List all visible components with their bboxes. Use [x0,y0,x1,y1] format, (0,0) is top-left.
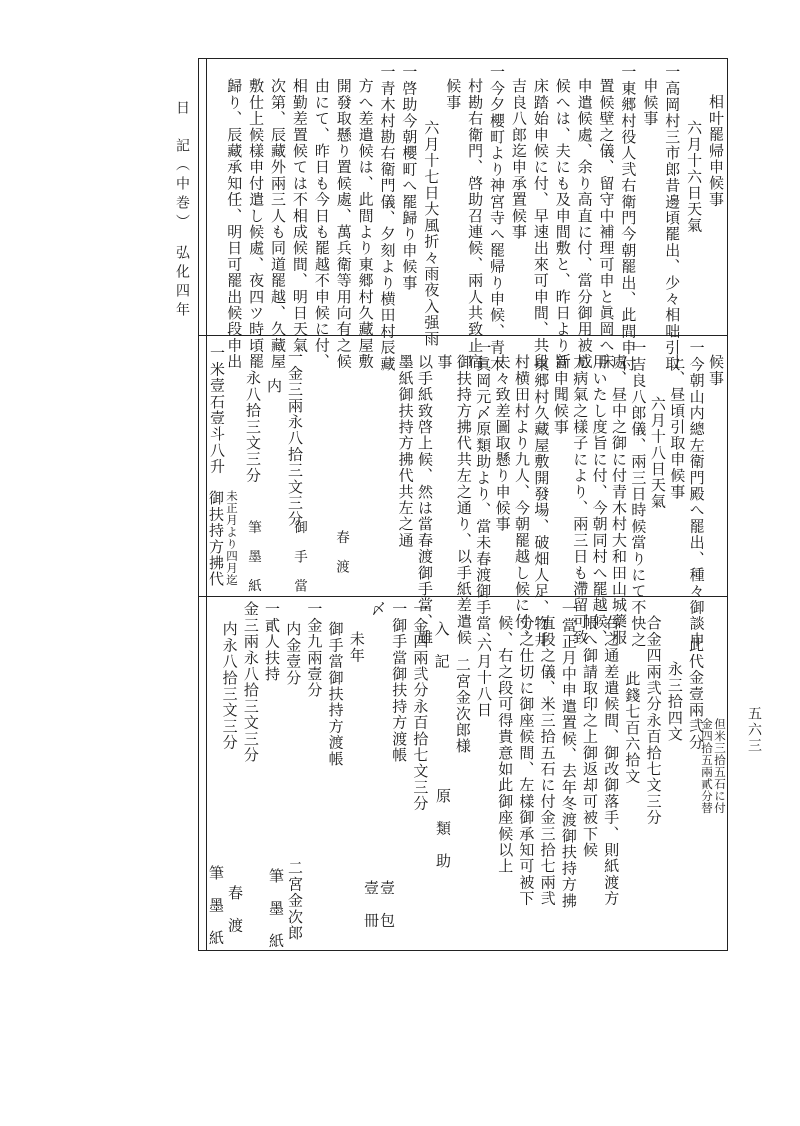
text-column: 永三拾四文 [665,661,684,742]
price-note-2: 金四拾五兩貳分替 [700,718,714,814]
text-column: 此代金壹兩弐分 [687,637,705,751]
text-column: 六月十七日大風折々雨夜入强雨 [422,120,441,347]
text-column: 直段之儀、米三拾五石に付金三拾七兩弐 [538,615,557,907]
text-column: 合金四兩弐分永百拾七文三分 [644,615,663,826]
text-column: 候事 [444,78,463,111]
text-column: 用いたし度旨に付、今朝同村へ罷越候、 [590,354,609,646]
text-column: 右之通差遣候間、御改御落手、則紙渡方 [602,615,621,907]
text-column: 一今夕櫻町より神宮寺へ罷帰り申候、青木 [488,64,506,372]
item2-right: 御扶持方拂代 [207,490,225,588]
text-column: 一東郷村久藏屋敷開發場、破畑人足、物井 [532,340,551,648]
price-note-1: 但米三拾五石に付 [713,718,727,814]
text-column: 一金九兩壹分 [305,601,324,699]
text-column: 一今朝山内總左衛門殿へ罷出、種々御談申 [687,340,706,648]
item1-right-top: 春 渡 [333,530,349,575]
text-column: 相勤差置候ては不相成候間、明日天氣 [290,78,309,354]
text-column: 一御手當御扶持方渡帳 [390,601,409,763]
text-column: 一金四兩弐分永百拾七文三分 [411,601,430,812]
pkg-b: 壹 冊 [362,880,380,929]
text-column: 御扶持方拂代共左之通り、以手紙差遣候 [454,354,473,646]
text-column: 一青木村勘右衛門儀、夕刻より横田村辰藏 [378,64,397,372]
text-column: 一啓助今朝櫻町へ罷歸り申候事 [400,64,419,291]
text-column: 旨申聞候事 [551,354,570,435]
signature: 原 類 助 [434,788,452,869]
text-column: 金三兩永八拾三文三分 [241,601,260,763]
text-column: 分之仕切に御座候間、左樣御承知可被下 [517,615,536,907]
r2-spring: 春 渡 [226,885,244,934]
text-column: 開發取懸り置候處、萬兵衛等用向有之候 [334,78,353,370]
text-column: 置候壁之儀、留守中補理可申と眞岡へ床 [597,78,616,370]
r1-writing-supplies: 筆 墨 紙 [267,868,285,949]
top-panel [210,64,725,372]
text-column: 〆 [369,601,387,618]
text-column: 處、昼中之御に付青木村大和田山城藥服 [610,354,628,646]
text-column: 由にて、昨日も今日も罷越不申候に付、 [312,78,331,370]
text-column: 歸り、辰藏承知任、明日可罷出候段申出 [225,78,244,370]
text-column: 二宮金次郎様 [453,657,472,755]
text-column: 内金壹分 [284,621,303,686]
text-column: 未年 [347,631,366,664]
text-column: 候へは、夫にも及申間敷と、昨日より新 [553,78,572,370]
text-column: 床踏始申候に付、早速出來可申間、共段 [531,78,550,370]
text-column: 御手當御扶持方渡帳 [326,621,345,767]
item2-note: 未正月より四月迄 [225,490,239,586]
text-column: 夫々致差圖取懸り申候事 [493,354,512,533]
page-number: 五六三 [746,706,762,754]
item1-right-b: 筆 墨 紙 [245,520,261,594]
text-column: 六月十八日天氣 [648,396,667,510]
item2-label: 一米壹石壹斗八升 [208,345,226,475]
item1-right-a: 御 手 當 [291,520,307,594]
text-column: 方へ差遣候は、此間より東郷村久藏屋敷 [356,78,375,370]
text-column: 六月十六日天氣 [685,120,704,234]
text-column: 村横田村より九人、今朝罷越し候に付、 [513,354,531,646]
text-column: 一吉良八郎儀、兩三日時候當りにて不快之 [629,340,648,648]
text-column: 申遣候處、余り高直に付、當分御用被成 [575,78,594,370]
text-column: 一高岡村三市郎昔邊頃罷出、少々相咄引取 [663,64,682,372]
text-column: 一眞岡元〆原類助より、當未春渡御手當、 [474,340,493,648]
text-column: 上、昼頃引取申候事 [668,354,687,500]
text-column: 事 [435,354,454,371]
note-column: 墨紙御扶持方拂代共左之通 [396,354,415,549]
text-column: 次第、辰藏外兩三人も同道罷越、久藏屋 [269,78,287,370]
text-column: 帳へ御請取印之上御返却可被下候 [581,615,599,858]
text-column: 候、右之段可得貴意如此御座候以上 [496,615,515,875]
item1-inner: 内 [265,378,283,395]
text-column: 候事 [707,354,725,387]
pkg-a: 壹 包 [378,880,396,929]
text-column: 吉良八郎迄申承置候事 [509,78,528,240]
item1-inner-amount: 永八拾三文三分 [244,370,262,484]
recipient: 二宮金次郎 [286,860,304,941]
text-column: 敷仕上候樣申付遣し候處、夜四ツ時頃罷 [247,78,266,370]
r3-writing-supplies: 筆 墨 紙 [207,865,225,946]
text-column: 相叶罷帰申候事 [707,94,725,208]
text-column: 此錢七百六拾文 [623,671,642,785]
text-column: 内永八拾三文三分 [220,621,239,751]
running-header: 日 記（中巻） 弘化四年 [174,100,190,321]
text-column: 尤病氣之樣子により、兩三日も滯留可致 [571,354,590,646]
text-column: 一當正月中申遣置候、去年冬渡御扶持方拂 [559,601,578,909]
text-column: 村勘右衛門、啓助召連候、兩人共致止宿 [466,78,485,370]
item1-label: 一金三兩永八拾三文三分 [286,349,304,528]
text-column: 一貳人扶持 [263,601,281,682]
text-column: 一東郷村役人弐右衛門今朝罷出、此間申付 [619,64,638,372]
text-column: 入 記 [432,621,451,670]
note-column: 以手紙致啓上候、然は當春渡御手當、雖 [416,354,434,646]
text-column: 申候事 [641,78,660,127]
text-column: 六月十八日 [475,637,493,718]
